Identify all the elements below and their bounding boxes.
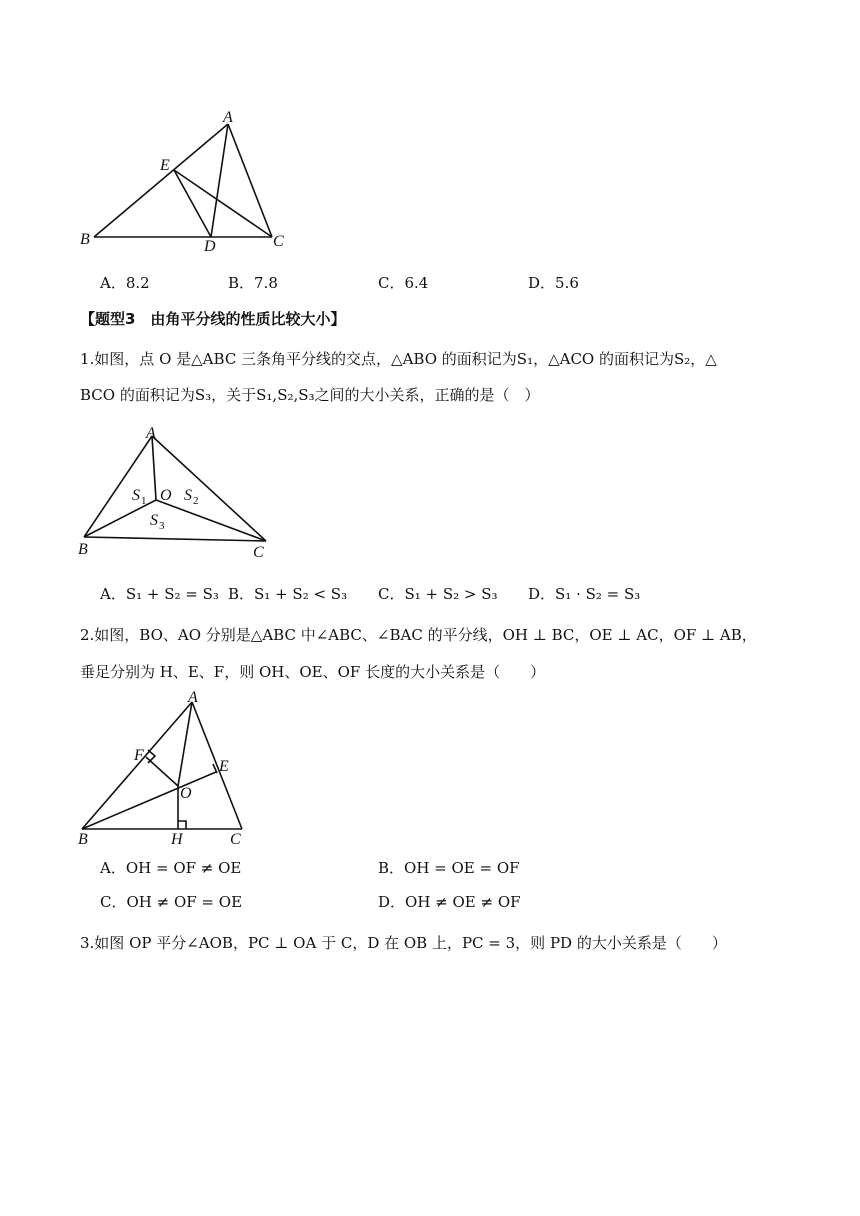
label-o: O (180, 785, 192, 802)
q1-option-c: C．S₁ + S₂ > S₃ (378, 585, 498, 603)
option-b: B．7.8 (228, 274, 278, 292)
q3-text-line-1: 3.如图 OP 平分∠AOB，PC ⊥ OA 于 C，D 在 OB 上，PC = 3，则 PD 的大小关系是（ ） (80, 934, 727, 952)
label-s1-sub: 1 (141, 495, 147, 507)
label-a: A (146, 425, 156, 442)
section-heading: 【题型3 由角平分线的性质比较大小】 (80, 310, 346, 328)
q1-option-a: A．S₁ + S₂ = S₃ (100, 585, 219, 603)
label-b: B (80, 231, 90, 248)
label-b: B (78, 831, 88, 848)
q1-option-d: D．S₁ · S₂ = S₃ (528, 585, 641, 603)
option-a: A．8.2 (100, 274, 150, 292)
figure-triangle-abc-ed (78, 108, 298, 258)
label-a: A (223, 109, 233, 126)
label-e: E (160, 157, 170, 174)
label-d: D (204, 238, 216, 255)
label-h: H (171, 831, 183, 848)
q2-option-a: A．OH = OF ≠ OE (100, 859, 242, 877)
label-f: F (134, 747, 144, 764)
label-c: C (253, 544, 264, 561)
label-s1: S (132, 487, 140, 504)
option-c: C．6.4 (378, 274, 429, 292)
label-s3: S (150, 512, 158, 529)
q1-option-b: B．S₁ + S₂ < S₃ (228, 585, 348, 603)
q1-text-line-2: BCO 的面积记为S₃，关于S₁,S₂,S₃之间的大小关系，正确的是（ ） (80, 386, 540, 404)
option-d: D．5.6 (528, 274, 579, 292)
q2-text-line-1: 2.如图，BO、AO 分别是△ABC 中∠ABC、∠BAC 的平分线，OH ⊥ BC，OE ⊥ AC，OF ⊥ AB， (80, 626, 757, 644)
q1-text-line-1: 1.如图，点 O 是△ABC 三条角平分线的交点，△ABO 的面积记为S₁，△ACO 的面积记为S₂，△ (80, 350, 717, 368)
label-a: A (188, 689, 198, 706)
figure-triangle-incenter (76, 424, 286, 564)
figure-1-svg (78, 108, 298, 258)
q2-option-b: B．OH = OE = OF (378, 859, 520, 877)
label-e: E (219, 758, 229, 775)
figure-2-svg (76, 424, 286, 564)
label-s2-sub: 2 (193, 495, 199, 507)
q2-text-line-2: 垂足分别为 H、E、F，则 OH、OE、OF 长度的大小关系是（ ） (80, 663, 546, 681)
label-c: C (273, 233, 284, 250)
label-b: B (78, 541, 88, 558)
figure-triangle-bisectors (76, 690, 256, 850)
q2-option-c: C．OH ≠ OF = OE (100, 893, 243, 911)
figure-3-svg (76, 690, 256, 850)
label-s3-sub: 3 (159, 520, 165, 532)
q2-option-d: D．OH ≠ OE ≠ OF (378, 893, 521, 911)
label-o: O (160, 487, 172, 504)
label-s2: S (184, 487, 192, 504)
label-c: C (230, 831, 241, 848)
